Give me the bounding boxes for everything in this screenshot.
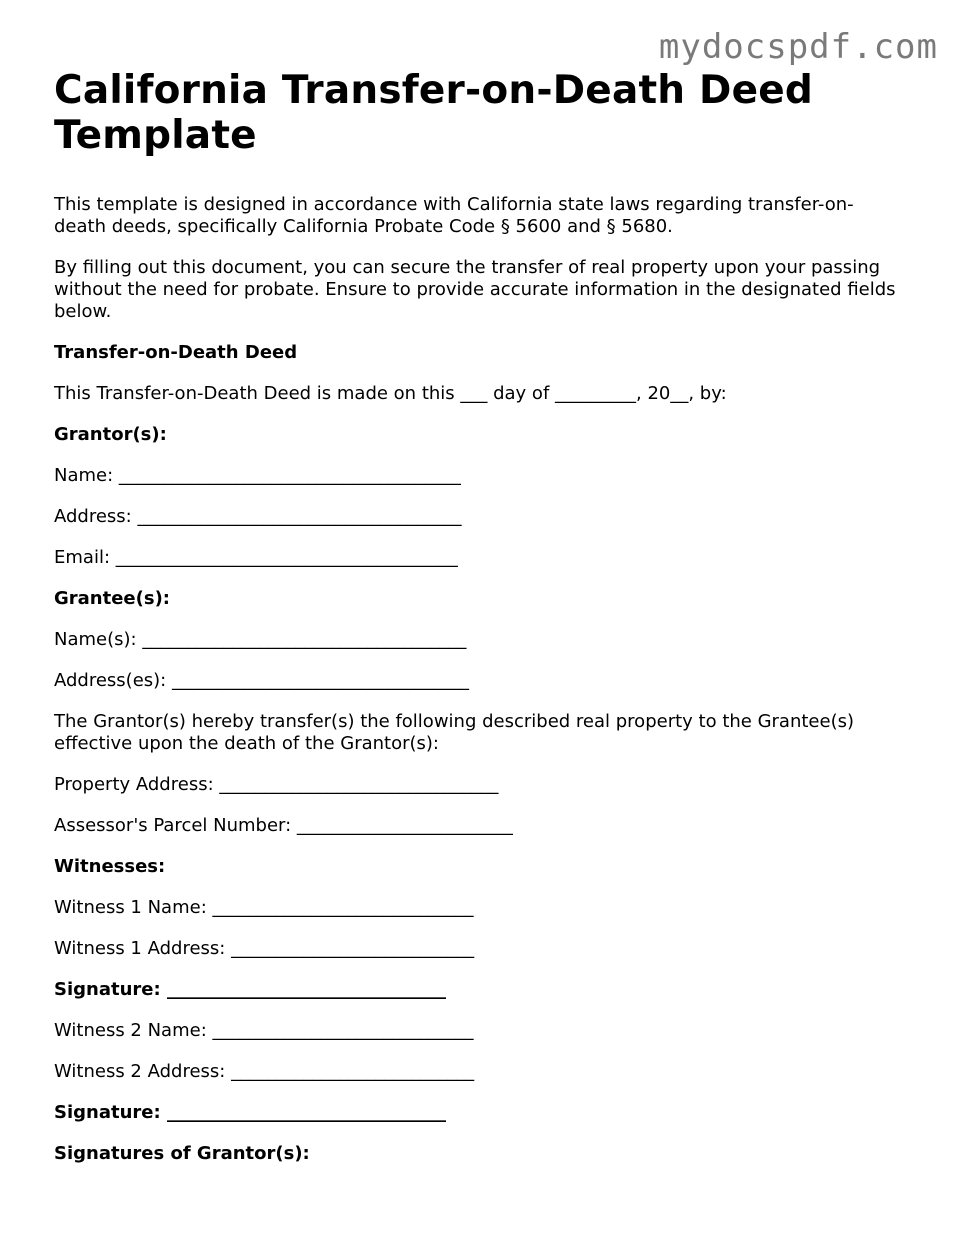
witness-1-signature-field: Signature: _______________________________ <box>54 979 446 1000</box>
grantor-heading: Grantor(s): <box>54 424 167 445</box>
intro-paragraph-2: By filling out this document, you can secure the transfer of real property upon your passing without the need for probate. Ensure to provide accurate information in the designated fields below. <box>54 257 896 322</box>
grantor-address-field: Address: ____________________________________ <box>54 506 462 527</box>
witness-1-name-field: Witness 1 Name: _____________________________ <box>54 897 474 918</box>
property-address-field: Property Address: _______________________________ <box>54 774 499 795</box>
witness-1-address-field: Witness 1 Address: ___________________________ <box>54 938 475 959</box>
transfer-statement: The Grantor(s) hereby transfer(s) the following described real property to the Grantee(s) effective upon the death of the Grantor(s): <box>54 711 854 754</box>
deed-date-line: This Transfer-on-Death Deed is made on this ___ day of _________, 20__, by: <box>54 383 727 404</box>
watermark-text: mydocspdf.com <box>658 27 938 67</box>
grantor-email-field: Email: ______________________________________ <box>54 547 458 568</box>
intro-paragraph-1: This template is designed in accordance with California state laws regarding transfer-on-death deeds, specifically California Probate Code § 5600 and § 5680. <box>54 194 854 237</box>
witness-2-name-field: Witness 2 Name: _____________________________ <box>54 1020 474 1041</box>
witness-2-address-field: Witness 2 Address: ___________________________ <box>54 1061 475 1082</box>
parcel-number-field: Assessor's Parcel Number: ________________________ <box>54 815 513 836</box>
witnesses-heading: Witnesses: <box>54 856 166 877</box>
grantee-heading: Grantee(s): <box>54 588 170 609</box>
grantee-names-field: Name(s): ____________________________________ <box>54 629 467 650</box>
grantor-signatures-heading: Signatures of Grantor(s): <box>54 1143 310 1164</box>
deed-heading: Transfer-on-Death Deed <box>54 342 298 363</box>
grantor-name-field: Name: ______________________________________ <box>54 465 461 486</box>
witness-2-signature-field: Signature: _______________________________ <box>54 1102 446 1123</box>
page-title: California Transfer-on-Death Deed Template <box>54 68 814 158</box>
document-body <box>54 68 914 1184</box>
grantee-addresses-field: Address(es): _________________________________ <box>54 670 469 691</box>
